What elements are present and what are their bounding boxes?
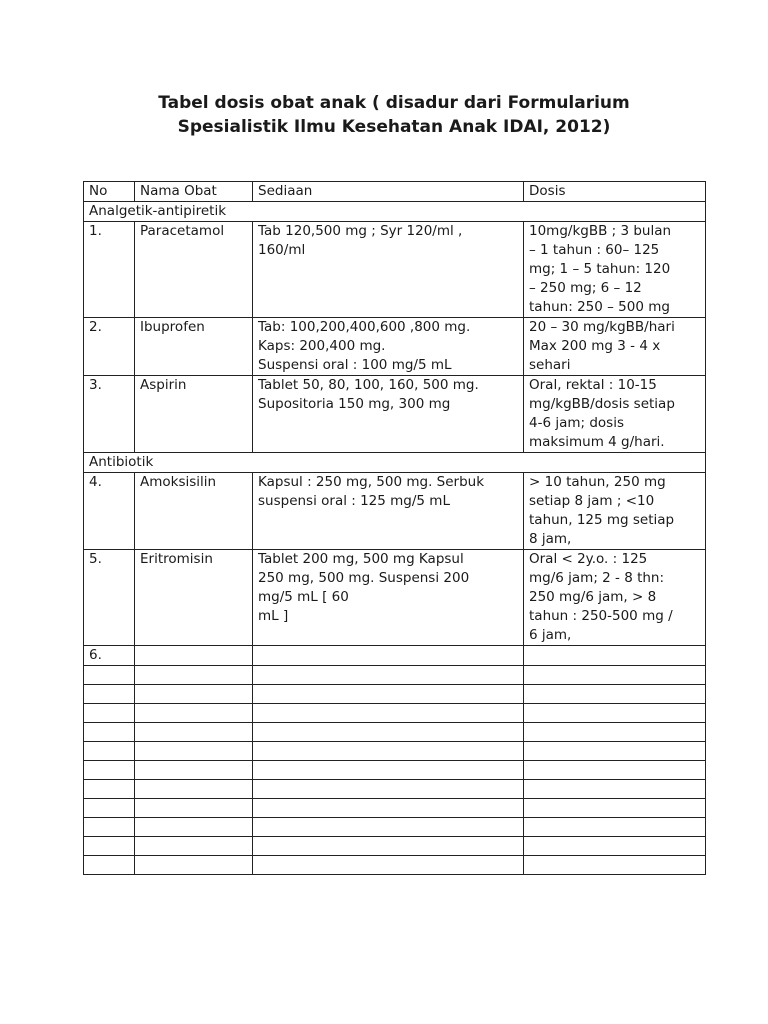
table-row [84,473,706,550]
dosis-line: tahun : 250-500 mg / [529,608,673,624]
empty-cell [84,666,135,685]
dosis-line: 20 – 30 mg/kgBB/hari [529,319,675,335]
empty-cell [84,856,135,875]
empty-cell [84,761,135,780]
empty-cell [135,761,253,780]
header-dosis: Dosis [524,182,706,202]
empty-cell [253,704,524,723]
dosis-line: 10mg/kgBB ; 3 bulan [529,223,672,239]
empty-row [84,704,706,723]
empty-cell [135,685,253,704]
empty-row [84,780,706,799]
empty-cell [524,856,706,875]
empty-cell [253,856,524,875]
empty-cell [135,704,253,723]
cell-dosis [524,646,706,666]
sediaan-line: Supositoria 150 mg, 300 mg [258,396,451,412]
table-row [84,376,706,453]
sediaan-line: Tablet 50, 80, 100, 160, 500 mg. [258,377,479,393]
dosis-line: 250 mg/6 jam, > 8 [529,589,657,605]
empty-cell [253,761,524,780]
cell-dosis [524,550,706,646]
dosis-line: tahun, 125 mg setiap [529,512,675,528]
empty-cell [524,818,706,837]
table-row [84,222,706,318]
title-line-2: Spesialistik Ilmu Kesehatan Anak IDAI, 2012) [177,117,611,137]
empty-cell [253,818,524,837]
empty-cell [524,666,706,685]
cell-no: 5. [84,550,135,646]
empty-cell [84,799,135,818]
empty-row [84,799,706,818]
empty-cell [84,818,135,837]
sediaan-line: mg/5 mL [ 60 [258,589,349,605]
cell-nama-obat: Eritromisin [135,550,253,646]
empty-cell [253,723,524,742]
empty-cell [84,723,135,742]
cell-dosis [524,376,706,453]
header-sediaan: Sediaan [253,182,524,202]
sediaan-line: Tab: 100,200,400,600 ,800 mg. [258,319,471,335]
dosis-line: maksimum 4 g/hari. [529,434,665,450]
dosage-table [83,181,706,875]
empty-cell [135,723,253,742]
dosis-line: sehari [529,357,571,373]
empty-cell [135,799,253,818]
dosis-line: Oral, rektal : 10-15 [529,377,657,393]
sediaan-line: Tab 120,500 mg ; Syr 120/ml , [258,223,463,239]
section-row [84,202,706,222]
empty-cell [253,685,524,704]
title-line-1: Tabel dosis obat anak ( disadur dari Formularium [158,93,630,113]
cell-no: 3. [84,376,135,453]
cell-sediaan [253,318,524,376]
cell-dosis [524,222,706,318]
dosis-line: mg; 1 – 5 tahun: 120 [529,261,671,277]
empty-cell [253,742,524,761]
empty-cell [524,704,706,723]
cell-dosis [524,473,706,550]
empty-cell [135,742,253,761]
sediaan-line: Kaps: 200,400 mg. [258,338,386,354]
cell-no: 6. [84,646,135,666]
dosis-line: Max 200 mg 3 - 4 x [529,338,661,354]
sediaan-line: suspensi oral : 125 mg/5 mL [258,493,450,509]
sediaan-line: 160/ml [258,242,306,258]
empty-cell [84,704,135,723]
empty-cell [84,780,135,799]
dosis-line: – 250 mg; 6 – 12 [529,280,642,296]
dosis-line: – 1 tahun : 60– 125 [529,242,660,258]
cell-nama-obat: Ibuprofen [135,318,253,376]
header-no: No [84,182,135,202]
empty-cell [524,685,706,704]
table-row [84,318,706,376]
dosis-line: 8 jam, [529,531,572,547]
empty-cell [253,799,524,818]
empty-cell [84,742,135,761]
empty-cell [253,780,524,799]
table-header-row [84,182,706,202]
empty-row [84,761,706,780]
cell-nama-obat: Amoksisilin [135,473,253,550]
sediaan-line: Tablet 200 mg, 500 mg Kapsul [258,551,464,567]
empty-row [84,723,706,742]
empty-cell [135,856,253,875]
empty-row [84,856,706,875]
empty-cell [524,837,706,856]
empty-cell [135,818,253,837]
empty-cell [135,780,253,799]
cell-nama-obat: Aspirin [135,376,253,453]
empty-cell [524,742,706,761]
empty-row [84,837,706,856]
document-title [84,91,704,139]
empty-cell [524,799,706,818]
dosis-line: setiap 8 jam ; <10 [529,493,655,509]
table-row [84,550,706,646]
dosis-line: > 10 tahun, 250 mg [529,474,666,490]
cell-sediaan [253,222,524,318]
dosis-line: 4-6 jam; dosis [529,415,625,431]
empty-cell [135,666,253,685]
cell-dosis [524,318,706,376]
dosis-line: tahun: 250 – 500 mg [529,299,670,315]
dosis-line: mg/kgBB/dosis setiap [529,396,675,412]
empty-cell [253,837,524,856]
empty-cell [524,780,706,799]
cell-sediaan [253,473,524,550]
section-label: Analgetik-antipiretik [84,202,706,222]
section-row [84,453,706,473]
dosis-line: mg/6 jam; 2 - 8 thn: [529,570,665,586]
cell-nama-obat: Paracetamol [135,222,253,318]
dosis-line: 6 jam, [529,627,572,643]
cell-sediaan [253,376,524,453]
empty-cell [524,761,706,780]
empty-cell [253,666,524,685]
section-label: Antibiotik [84,453,706,473]
empty-row [84,818,706,837]
sediaan-line: Suspensi oral : 100 mg/5 mL [258,357,452,373]
empty-cell [135,837,253,856]
dosis-line: Oral < 2y.o. : 125 [529,551,648,567]
empty-row [84,685,706,704]
sediaan-line: 250 mg, 500 mg. Suspensi 200 [258,570,470,586]
sediaan-line: Kapsul : 250 mg, 500 mg. Serbuk [258,474,485,490]
header-nama-obat: Nama Obat [135,182,253,202]
sediaan-line: mL ] [258,608,289,624]
cell-nama-obat [135,646,253,666]
table-row [84,646,706,666]
cell-sediaan [253,550,524,646]
empty-row [84,666,706,685]
cell-no: 1. [84,222,135,318]
empty-cell [84,685,135,704]
cell-sediaan [253,646,524,666]
empty-row [84,742,706,761]
cell-no: 4. [84,473,135,550]
empty-cell [524,723,706,742]
cell-no: 2. [84,318,135,376]
empty-cell [84,837,135,856]
